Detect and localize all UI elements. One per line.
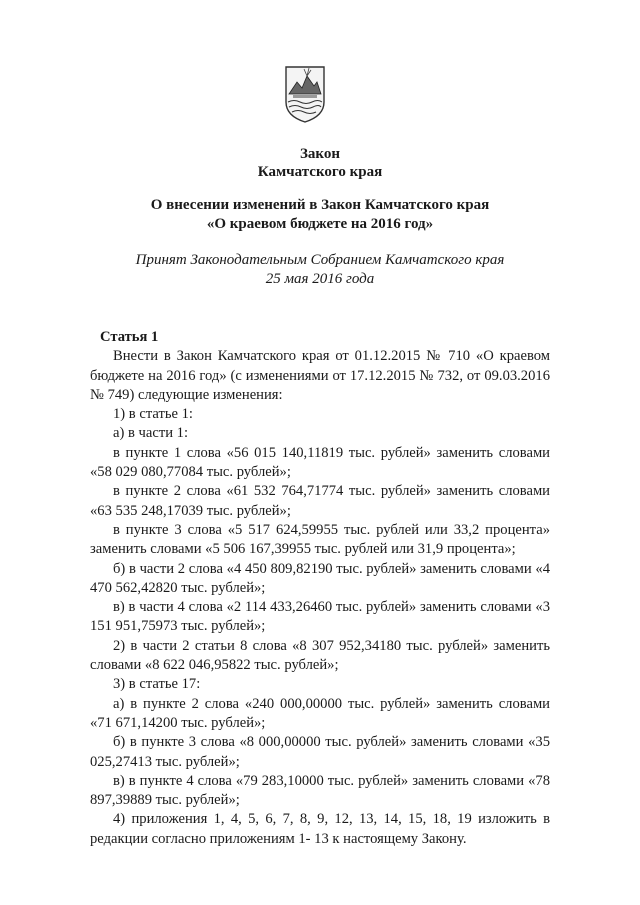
article-paragraph: 1) в статье 1: (113, 406, 193, 423)
article-title: Статья 1 (100, 329, 159, 345)
adoption-line-1: Принят Законодательным Собранием Камчатского края (135, 252, 505, 268)
subtitle-line-1: О внесении изменений в Закон Камчатского края (150, 197, 490, 213)
article-paragraph: 3) в статье 17: (113, 676, 201, 693)
article-body (90, 328, 550, 849)
article-paragraph: 4) приложения 1, 4, 5, 6, 7, 8, 9, 12, 13, 14, 15, 18, 19 изложить в редакции согласно приложениям 1- 13 к настоящему Закону. (90, 811, 550, 847)
article-paragraph: 2) в части 2 статьи 8 слова «8 307 952,34180 тыс. рублей» заменить словами «8 622 046,95822 тыс. рублей»; (90, 637, 550, 674)
article-paragraph: в) в части 4 слова «2 114 433,26460 тыс. рублей» заменить словами «3 151 951,75973 тыс. рублей»; (90, 599, 550, 635)
adoption-line-2: 25 мая 2016 года (265, 271, 375, 287)
article-paragraph: Внести в Закон Камчатского края от 01.12.2015 № 710 «О краевом бюджете на 2016 год» (с изменениями от 17.12.2015 № 732, от 09.03.2016 № 749) следующие изменения: (90, 348, 550, 403)
article-paragraph: б) в пункте 3 слова «8 000,00000 тыс. рублей» заменить словами «35 025,27413 тыс. рублей»; (90, 734, 550, 770)
article-paragraph: в пункте 1 слова «56 015 140,11819 тыс. рублей» заменить словами «58 029 080,77084 тыс. рублей»; (90, 444, 550, 481)
article-paragraph: в пункте 2 слова «61 532 764,71774 тыс. рублей» заменить словами «63 535 248,17039 тыс. рублей»; (90, 483, 550, 519)
adoption-note (0, 251, 640, 289)
article-paragraph: б) в части 2 слова «4 450 809,82190 тыс. рублей» заменить словами «4 470 562,42820 тыс. рублей»; (90, 560, 550, 596)
article-paragraph: а) в пункте 2 слова «240 000,00000 тыс. рублей» заменить словами «71 671,14200 тыс. рублей»; (90, 695, 550, 731)
article-paragraph: в) в пункте 4 слова «79 283,10000 тыс. рублей» заменить словами «78 897,39889 тыс. рублей»; (90, 772, 550, 809)
subtitle-line-2: «О краевом бюджете на 2016 год» (206, 216, 434, 232)
article-paragraph: а) в части 1: (113, 425, 189, 442)
article-paragraph: в пункте 3 слова «5 517 624,59955 тыс. рублей или 33,2 процента» заменить словами «5 506 167,39955 тыс. рублей или 31,9 процента»; (90, 521, 550, 558)
law-title (0, 145, 640, 181)
title-line-1: Закон (299, 146, 340, 162)
title-line-2: Камчатского края (257, 164, 383, 180)
coat-of-arms-icon (283, 64, 327, 124)
law-subtitle (0, 196, 640, 234)
